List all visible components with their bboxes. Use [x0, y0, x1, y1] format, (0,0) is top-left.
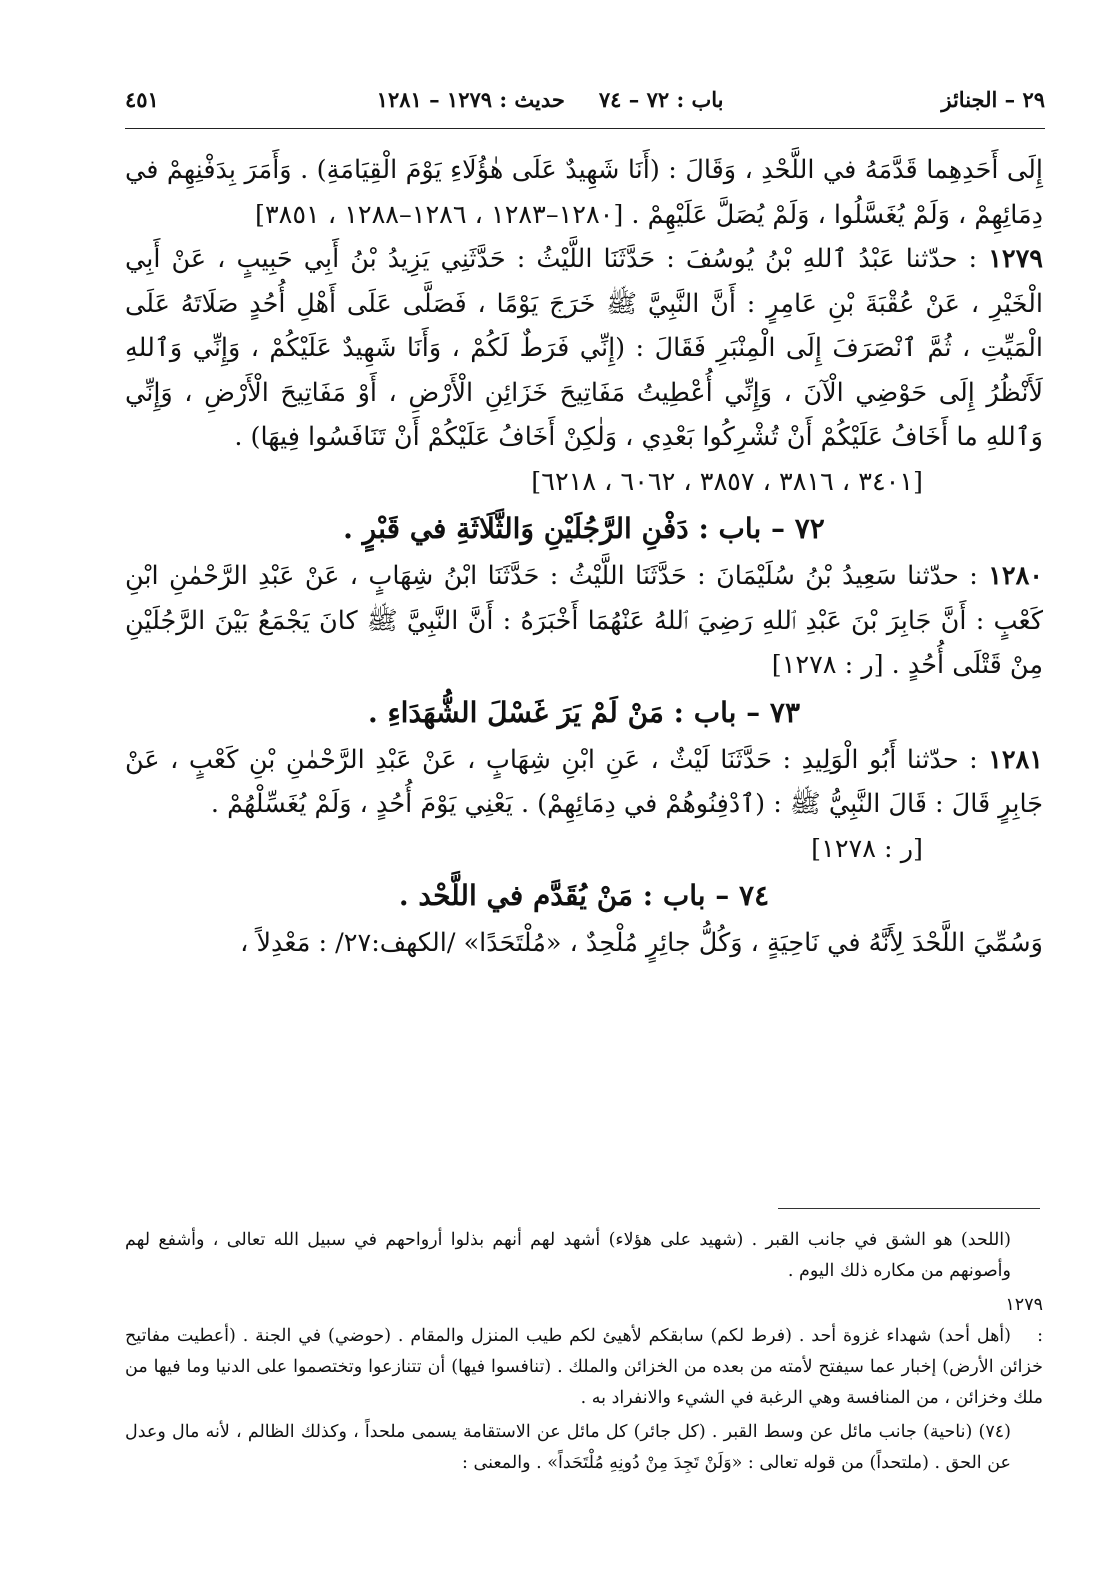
continuation-paragraph: إِلَى أَحَدِهِما قَدَّمَهُ في اللَّحْدِ ، وَقَالَ : (أَنَا شَهِيدٌ عَلَى هٰؤُلَاءِ يَوْمَ الْقِيَامَةِ) . وَأَمَرَ بِدَفْنِهِمْ في دِمَائِهِمْ ، وَلَمْ يُغَسَّلُوا ، وَلَمْ يُصَلَّ عَلَيْهِمْ . [١٢٨٠–١٢٨٣ ، ١٢٨٦–١٢٨٨ ، ٣٨٥١]: [125, 155, 1043, 230]
chapter-73-title: ٧٣ – باب : مَنْ لَمْ يَرَ غَسْلَ الشُّهَدَاءِ .: [368, 695, 800, 729]
chapter-74-title: ٧٤ – باب : مَنْ يُقَدَّم في اللَّحْد .: [398, 879, 770, 912]
chapter-74-text: وَسُمِّيَ اللَّحْدَ لِأَنَّهُ في نَاحِيَةٍ ، وَكُلُّ جائِرٍ مُلْحِدٌ ، «مُلْتَحَدًا» /الكهف:٢٧/ : مَعْدِلاً ،: [240, 928, 1043, 958]
footnotes: [125, 1225, 1043, 1482]
page-number: ٤٥١: [125, 86, 159, 112]
hadith-text: : حدّثنا أَبُو الْوَلِيدِ : حَدَّثَنَا لَيْثٌ ، عَنِ ابْنِ شِهَابٍ ، عَنْ عَبْدِ الرَّحْمٰنِ بْنِ كَعْبٍ ، عَنْ جَابِرٍ قَالَ : قَالَ النَّبِيُّ ﷺ : (ٱدْفِنُوهُمْ في دِمَائِهِمْ) . يَعْنِي يَوْمَ أُحُدٍ ، وَلَمْ يُغَسِّلْهُمْ .: [125, 744, 1043, 819]
cross-references: [ر : ١٢٧٨]: [811, 833, 923, 864]
header-rule: [125, 128, 1045, 129]
footnote-number: ١٢٧٩ :: [1005, 1295, 1043, 1346]
header-ranges: [377, 87, 724, 112]
header-bab-range: باب : ٧٢ – ٧٤: [598, 86, 724, 112]
hadith-number: ١٢٨٠: [988, 561, 1044, 591]
cross-references: [٣٤٠١ ، ٣٨١٦ ، ٣٨٥٧ ، ٦٠٦٢ ، ٦٢١٨]: [531, 466, 923, 497]
hadith-1281-refs: [125, 827, 1043, 872]
hadith-1281: [125, 738, 1043, 827]
hadith-1280: [125, 554, 1043, 688]
main-text: [125, 148, 1043, 966]
hadith-number: ١٢٨١: [988, 744, 1043, 775]
page-header: [125, 78, 1045, 120]
footnote-rule: [778, 1208, 1040, 1209]
hadith-text: : حدّثنا سَعِيدُ بْنُ سُلَيْمَانَ : حَدَّثَنَا اللَّيْثُ : حَدَّثَنَا ابْنُ شِهَابٍ ، عَنْ عَبْدِ الرَّحْمٰنِ ابْنِ كَعْبٍ : أَنَّ جَابِرَ بْنَ عَبْدِ ٱللهِ رَضِيَ ٱللهُ عَنْهُمَا أَخْبَرَهُ : أَنَّ النَّبِيَّ ﷺ كانَ يَجْمَعُ بَيْنَ الرَّجُلَيْنِ مِنْ قَتْلَى أُحُدٍ . [ر : ١٢٧٨]: [125, 561, 1043, 680]
header-hadith-range: حديث : ١٢٧٩ – ١٢٨١: [376, 86, 565, 112]
hadith-1279-refs: [125, 460, 1043, 505]
footnote-1279: [125, 1290, 1043, 1414]
hadith-text: : حدّثنا عَبْدُ ٱللهِ بْنُ يُوسُفَ : حَدَّثَنَا اللَّيْثُ : حَدَّثَنِي يَزِيدُ بْنُ أَبِي حَبِيبٍ ، عَنْ أَبِي الْخَيْرِ ، عَنْ عُقْبَةَ بْنِ عَامِرٍ : أَنَّ النَّبِيَّ ﷺ خَرَجَ يَوْمًا ، فَصَلَّى عَلَى أَهْلِ أُحُدٍ صَلَاتَهُ عَلَى الْمَيِّتِ ، ثُمَّ ٱنْصَرَفَ إِلَى الْمِنْبَرِ فَقَالَ : (إِنِّي فَرَطٌ لَكُمْ ، وَأَنَا شَهِيدٌ عَلَيْكُمْ ، وَإِنِّي وَٱللهِ لَأَنْظُرُ إِلَى حَوْضِي الْآنَ ، وَإِنِّي أُعْطِيتُ مَفَاتِيحَ خَزَائِنِ الْأَرْضِ ، أَوْ مَفَاتِيحَ الْأَرْضِ ، وَإِنِّي وَٱللهِ ما أَخَافُ عَلَيْكُمْ أَنْ تُشْرِكُوا بَعْدِي ، وَلٰكِنْ أَخَافُ عَلَيْكُمْ أَنْ تَنَافَسُوا فِيهَا) .: [125, 244, 1043, 452]
hadith-number: ١٢٧٩: [988, 244, 1043, 274]
chapter-72-title: ٧٢ – باب : دَفْنِ الرَّجُلَيْنِ وَالثَّلَاثَةِ في قَبْرٍ .: [343, 512, 825, 545]
footnote-1: (اللحد) هو الشق في جانب القبر . (شهيد على هؤلاء) أشهد لهم أنهم بذلوا أرواحهم في سبيل الله تعالى ، وأشفع لهم وأصونهم من مكاره ذلك اليوم .: [125, 1230, 1011, 1281]
footnote-text: (أهل أحد) شهداء غزوة أحد . (فرط لكم) سابقكم لأهيئ لكم طيب المنزل والمقام . (حوضي) في الجنة . (أعطيت مفاتيح خزائن الأرض) إخبار عما سيفتح لأمته من بعده من الخزائن والملك . (تنافسوا فيها) أن تتنازعوا وتختصموا على الدنيا وما فيها من ملك وخزائن ، من المنافسة وهي الرغبة في الشيء والانفراد به .: [125, 1326, 1043, 1408]
header-chapter: ٢٩ – الجنائز: [941, 86, 1045, 112]
footnote-74: (٧٤) (ناحية) جانب مائل عن وسط القبر . (كل جائر) كل مائل عن الاستقامة يسمى ملحداً ، وكذلك الظالم ، لأنه مال وعدل عن الحق . (ملتحداً) من قوله تعالى : «وَلَنْ تَجِدَ مِنْ دُونِهِ مُلْتَحَداً» . والمعنى :: [125, 1422, 1011, 1473]
hadith-1279: [125, 237, 1043, 460]
